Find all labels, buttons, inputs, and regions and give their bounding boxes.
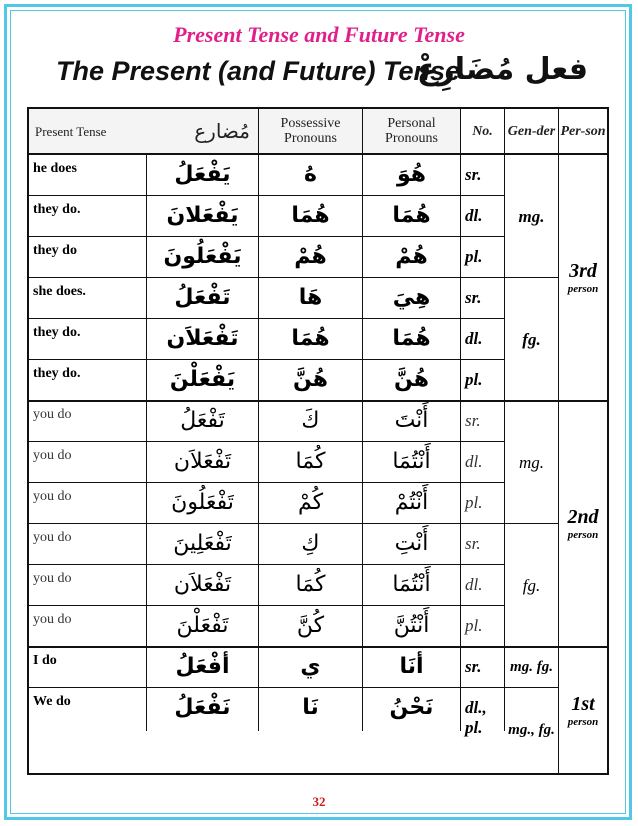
row-english: they do. (29, 360, 147, 401)
row-verb-arabic: تَفْعَلُ (147, 401, 259, 442)
person-label-main: 2nd (567, 506, 599, 528)
row-english: you do (29, 483, 147, 524)
person-label-main: 3rd (569, 260, 597, 282)
row-possessive: هَا (259, 278, 363, 319)
gender-label: mg. (518, 206, 545, 226)
row-verb-arabic: تَفْعَلاَن (147, 442, 259, 483)
row-possessive: كُمْ (259, 483, 363, 524)
row-personal: أَنْتُمَا (363, 442, 461, 483)
row-english: you do (29, 565, 147, 606)
section-divider (29, 646, 607, 648)
page-title: Present Tense and Future Tense (173, 22, 465, 47)
section-divider (29, 400, 607, 402)
row-english: you do (29, 524, 147, 565)
row-number: dl. (461, 565, 505, 606)
row-verb-arabic: تَفْعَلِينَ (147, 524, 259, 565)
row-english: you do (29, 401, 147, 442)
gender-label: mg. fg. (510, 658, 553, 675)
row-number: sr. (461, 278, 505, 319)
row-personal: هُمْ (363, 237, 461, 278)
row-personal: أَنْتِ (363, 524, 461, 565)
row-personal: أَنْتَ (363, 401, 461, 442)
header-possessive: Possessive Pronouns (259, 109, 363, 155)
row-verb-arabic: يَفْعَلُونَ (147, 237, 259, 278)
row-possessive: كُنَّ (259, 606, 363, 647)
row-verb-arabic: تَفْعَلاَن (147, 319, 259, 360)
row-possessive: هُ (259, 155, 363, 196)
gender-second-feminine (505, 524, 559, 647)
person-label-sub: person (567, 715, 599, 728)
row-number: pl. (461, 237, 505, 278)
gender-label: mg. (518, 452, 545, 472)
page-number: 32 (312, 794, 326, 809)
row-verb-arabic: تَفْعَلْنَ (147, 606, 259, 647)
row-english: you do (29, 442, 147, 483)
gender-label: mg., fg. (508, 722, 555, 738)
section-banner (40, 52, 600, 100)
row-personal: هِيَ (363, 278, 461, 319)
row-number: sr. (461, 524, 505, 565)
row-possessive: كَ (259, 401, 363, 442)
row-possessive: هُمْ (259, 237, 363, 278)
header-gender: Gen-der (505, 109, 559, 155)
row-possessive: كِ (259, 524, 363, 565)
row-personal: هُمَا (363, 196, 461, 237)
row-personal: أنَا (363, 647, 461, 688)
header-present-tense (29, 109, 259, 155)
gender-second-masculine (505, 401, 559, 524)
row-number: sr. (461, 647, 505, 688)
row-english: he does (29, 155, 147, 196)
row-number: dl., pl. (461, 688, 505, 731)
row-possessive: كُمَا (259, 442, 363, 483)
banner-arabic-title: فعل مُضَارِعْ (417, 52, 588, 87)
row-english: they do (29, 237, 147, 278)
row-english: you do (29, 606, 147, 647)
row-number: sr. (461, 155, 505, 196)
row-possessive: كُمَا (259, 565, 363, 606)
row-possessive: هُمَا (259, 319, 363, 360)
row-verb-arabic: يَفْعَلْنَ (147, 360, 259, 401)
person-label-sub: person (567, 529, 599, 541)
row-verb-arabic: يَفْعَلانَ (147, 196, 259, 237)
person-third (559, 155, 607, 401)
gender-first-singular (505, 647, 559, 688)
row-personal: أَنْتُنَّ (363, 606, 461, 647)
row-number: sr. (461, 401, 505, 442)
gender-third-feminine (505, 278, 559, 401)
row-number: dl. (461, 196, 505, 237)
row-personal: نَحْنُ (363, 688, 461, 731)
banner-english-title: The Present (and Future) Tense (56, 56, 461, 86)
gender-first-plural (505, 688, 559, 773)
row-verb-arabic: يَفْعَلُ (147, 155, 259, 196)
header-number: No. (461, 109, 505, 155)
row-possessive: نَا (259, 688, 363, 731)
row-personal: أَنْتُمْ (363, 483, 461, 524)
header-present-ar: مُضارع (194, 118, 250, 143)
gender-third-masculine (505, 155, 559, 278)
row-possessive: هُمَا (259, 196, 363, 237)
person-label-sub: person (567, 283, 599, 295)
row-verb-arabic: نَفْعَلُ (147, 688, 259, 731)
row-english: We do (29, 688, 147, 731)
row-verb-arabic: أفْعَلُ (147, 647, 259, 688)
row-verb-arabic: تَفْعَلاَن (147, 565, 259, 606)
row-number: dl. (461, 442, 505, 483)
row-number: pl. (461, 606, 505, 647)
row-verb-arabic: تَفْعَلُ (147, 278, 259, 319)
row-personal: هُوَ (363, 155, 461, 196)
person-second (559, 401, 607, 647)
row-english: I do (29, 647, 147, 688)
row-verb-arabic: تَفْعَلُونَ (147, 483, 259, 524)
gender-label: fg. (522, 329, 541, 349)
row-english: she does. (29, 278, 147, 319)
row-personal: هُنَّ (363, 360, 461, 401)
row-number: dl. (461, 319, 505, 360)
gender-label: fg. (522, 575, 541, 595)
person-label-main: 1st (571, 692, 595, 715)
row-number: pl. (461, 483, 505, 524)
row-number: pl. (461, 360, 505, 401)
row-personal: هُمَا (363, 319, 461, 360)
conjugation-table (27, 107, 609, 775)
row-possessive: ي (259, 647, 363, 688)
row-possessive: هُنَّ (259, 360, 363, 401)
person-first (559, 647, 607, 773)
header-present-en: Present Tense (35, 123, 107, 139)
row-english: they do. (29, 319, 147, 360)
header-person: Per-son (559, 109, 607, 155)
row-personal: أَنْتُمَا (363, 565, 461, 606)
row-english: they do. (29, 196, 147, 237)
header-personal: Personal Pronouns (363, 109, 461, 155)
